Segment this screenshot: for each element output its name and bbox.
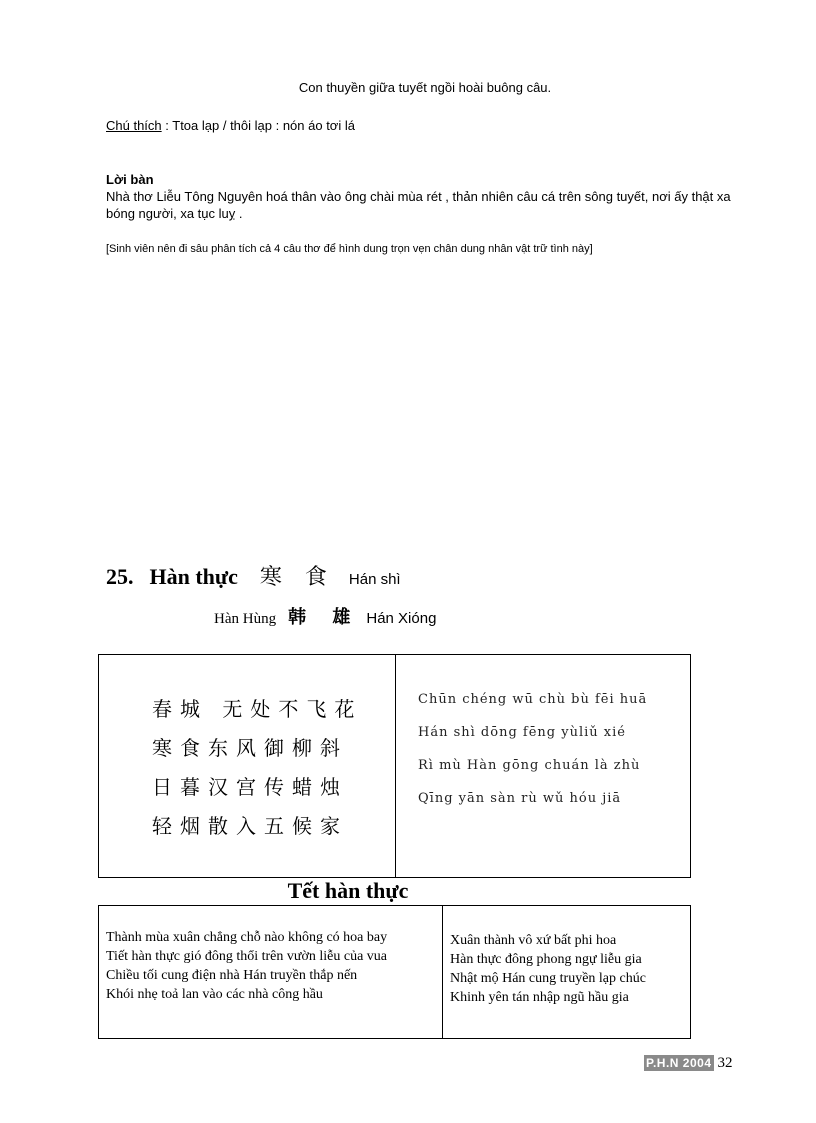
poem-title-hanzi: 寒 食 — [259, 565, 335, 590]
table-divider — [395, 655, 396, 877]
comment-heading: Lời bàn — [106, 172, 154, 187]
student-advice: [Sinh viên nên đi sâu phân tích cả 4 câu thơ để hình dung trọn vẹn chân dung nhân vật trữ tình này] — [106, 243, 593, 255]
translation-line: Khói nhẹ toả lan vào các nhà công hầu — [106, 987, 323, 1002]
chinese-verses — [152, 694, 362, 850]
pinyin-verse-line: Chūn chéng wū chù bù fēi huā — [418, 692, 648, 707]
pinyin-verse-line: Rì mù Hàn gōng chuán là zhù — [418, 758, 641, 773]
footnote-label: Chú thích — [106, 118, 162, 133]
chinese-verse-line: 寒食东风御柳斜 — [152, 736, 348, 760]
translation-title: Tết hàn thực — [287, 878, 409, 903]
poem-title-pinyin: Hán shì — [348, 571, 401, 588]
author-name-vn: Hàn Hùng — [214, 611, 277, 627]
footnote — [106, 118, 355, 133]
translation-line: Thành mùa xuân chẳng chỗ nào không có hoa bay — [106, 930, 388, 945]
translation-line: Chiều tối cung điện nhà Hán truyền thắp nến — [106, 968, 358, 983]
sino-vietnamese-line: Nhật mộ Hán cung truyền lạp chúc — [450, 971, 646, 986]
vietnamese-translation — [106, 928, 387, 1004]
author-name-hanzi: 韩 雄 — [288, 607, 361, 628]
translation-line: Tiết hàn thực gió đông thổi trên vườn liễu của vua — [106, 949, 388, 964]
chinese-verse-line: 轻烟散入五候家 — [152, 814, 348, 838]
poem-author — [214, 603, 436, 629]
pinyin-verses — [418, 690, 647, 822]
intro-verse-line: Con thuyền giữa tuyết ngồi hoài buông câu. — [298, 80, 552, 95]
sino-vietnamese-line: Xuân thành vô xứ bất phi hoa — [450, 933, 617, 948]
chinese-verse-line: 日暮汉宫传蜡烛 — [152, 775, 348, 799]
poem-number: 25. — [106, 564, 134, 589]
page-footer — [644, 1054, 733, 1072]
pinyin-verse-line: Qīng yān sàn rù wǔ hóu jiā — [418, 791, 622, 806]
footnote-text: : Ttoa lạp / thôi lạp : nón áo tơi lá — [161, 118, 355, 133]
chinese-verse-line: 春城 无处不飞花 — [152, 697, 363, 721]
comment-paragraph: Nhà thơ Liễu Tông Nguyên hoá thân vào ông chài mùa rét , thản nhiên câu cá trên sông tuyết, nơi ấy thật xa bóng người, xa tục luỵ . — [106, 189, 731, 221]
sino-vietnamese-reading — [450, 931, 646, 1007]
author-name-pinyin: Hán Xióng — [366, 610, 437, 627]
page-number: 32 — [717, 1055, 733, 1071]
pinyin-verse-line: Hán shì dōng fēng yùliǔ xié — [418, 725, 626, 740]
sino-vietnamese-line: Khinh yên tán nhập ngũ hầu gia — [450, 990, 629, 1005]
poem-title-vn: Hàn thực — [149, 564, 238, 589]
poem-title — [106, 560, 401, 592]
table-divider — [442, 906, 443, 1038]
author-tag: P.H.N 2004 — [646, 1056, 712, 1070]
sino-vietnamese-line: Hàn thực đông phong ngự liễu gia — [450, 952, 642, 967]
